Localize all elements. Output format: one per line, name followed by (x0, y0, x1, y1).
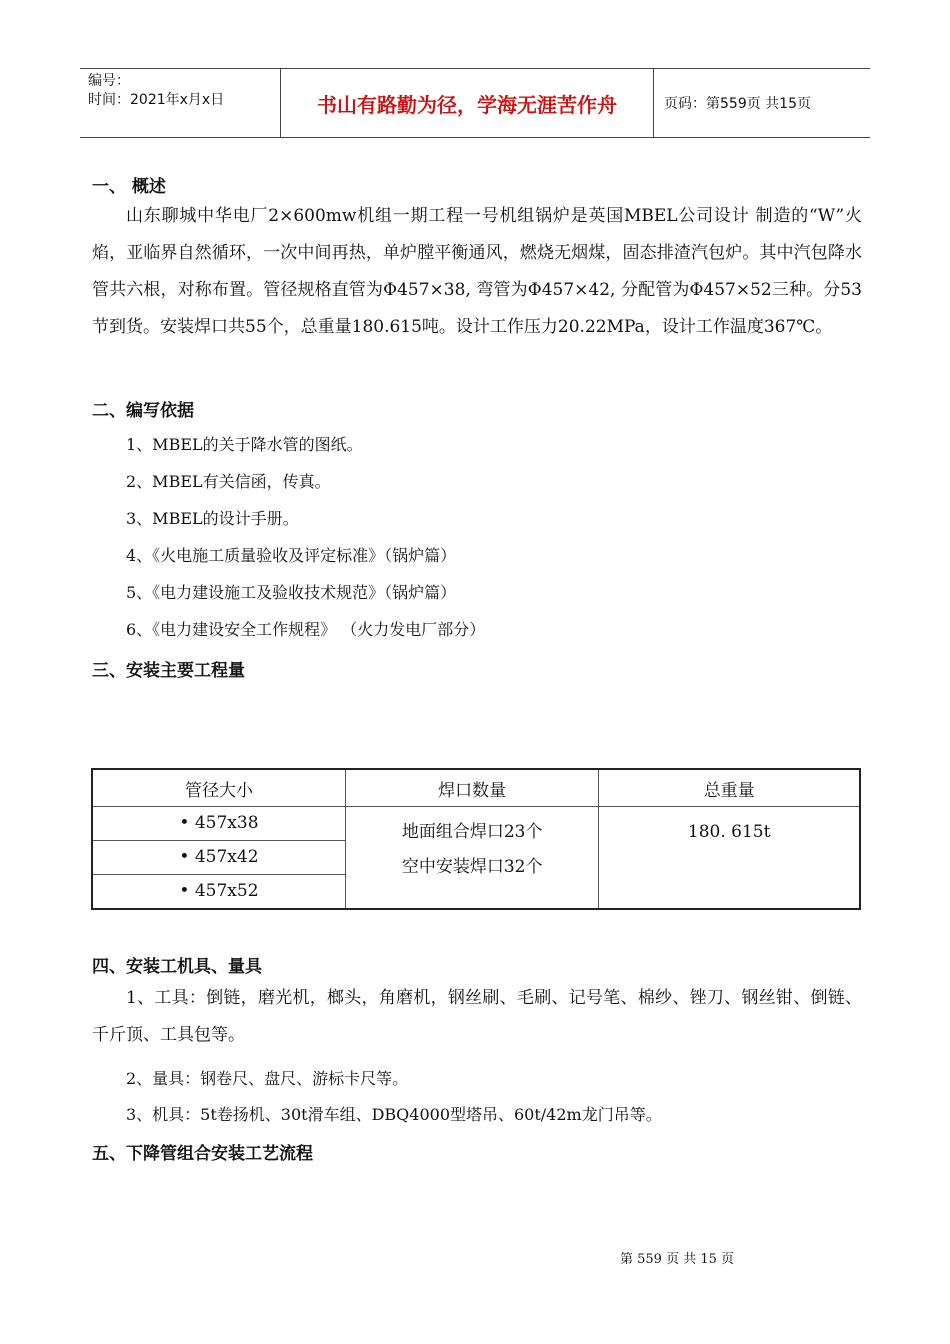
weld-count-cell (345, 807, 598, 910)
header-meta (80, 69, 281, 137)
reference-item: 4、《火电施工质量验收及评定标准》（锅炉篇） (126, 546, 457, 565)
table-header-row (92, 769, 860, 807)
total-weight-cell: 180. 615t (599, 807, 860, 910)
header-motto: 书山有路勤为径，学海无涯苦作舟 (281, 69, 654, 137)
weld-air: 空中安装焊口32个 (401, 857, 543, 877)
machines-item: 3、机具：5t卷扬机、30t滑车组、DBQ4000型塔吊、60t/42m龙门吊等。 (126, 1105, 662, 1124)
tools-item: 1、工具：倒链，磨光机，榔头，角磨机，钢丝刷、毛刷、记号笔、棉纱、锉刀、钢丝钳、倒链、千斤顶、工具包等。 (92, 988, 862, 1045)
weld-ground: 地面组合焊口23个 (401, 822, 543, 842)
reference-item: 6、《电力建设安全工作规程》 （火力发电厂部分） (126, 620, 486, 639)
section-5-title: 五、下降管组合安装工艺流程 (92, 1144, 313, 1164)
section-1-paragraph: 山东聊城中华电厂2×600mw机组一期工程一号机组锅炉是英国MBEL公司设计 制造的“W”火焰，亚临界自然循环，一次中间再热，单炉膛平衡通风，燃烧无烟煤，固态排渣汽包炉。其中汽包降水管共六根，对称布置。管径规格直管为Φ457×38, 弯管为Φ457×42, 分配管为Φ457×52三种。分53节到货。安装焊口共55个，总重量180.615吨。设计工作压力20.22MPa，设计工作温度367℃。 (92, 206, 862, 337)
number-label: 编号： (88, 73, 130, 89)
reference-item: 5、《电力建设施工及验收技术规范》（锅炉篇） (126, 583, 457, 602)
section-2-title: 二、编写依据 (92, 401, 194, 421)
gauges-item: 2、量具：钢卷尺、盘尺、游标卡尺等。 (126, 1069, 409, 1088)
quantity-table (91, 768, 861, 910)
table-row (92, 807, 860, 841)
pipe-size-cell: • 457x42 (92, 840, 345, 874)
date-line: 时间：2021年x月x日 (88, 92, 225, 108)
section-3-title: 三、安装主要工程量 (92, 661, 245, 681)
reference-item: 3、MBEL的设计手册。 (126, 509, 299, 528)
pipe-size-cell: • 457x38 (92, 807, 345, 841)
header-page-info: 页码：第559页 共15页 (664, 96, 811, 112)
header-weld-count: 焊口数量 (345, 769, 598, 807)
section-4-title: 四、安装工机具、量具 (92, 957, 262, 977)
reference-item: 1、MBEL的关于降水管的图纸。 (126, 435, 363, 454)
section-1-title: 一、 概述 (92, 177, 166, 197)
page-footer: 第 559 页 共 15 页 (620, 1252, 735, 1267)
pipe-size-cell: • 457x52 (92, 874, 345, 909)
document-header (80, 68, 870, 138)
reference-item: 2、MBEL有关信函，传真。 (126, 472, 331, 491)
header-total-weight: 总重量 (599, 769, 860, 807)
header-pipe-size: 管径大小 (92, 769, 345, 807)
